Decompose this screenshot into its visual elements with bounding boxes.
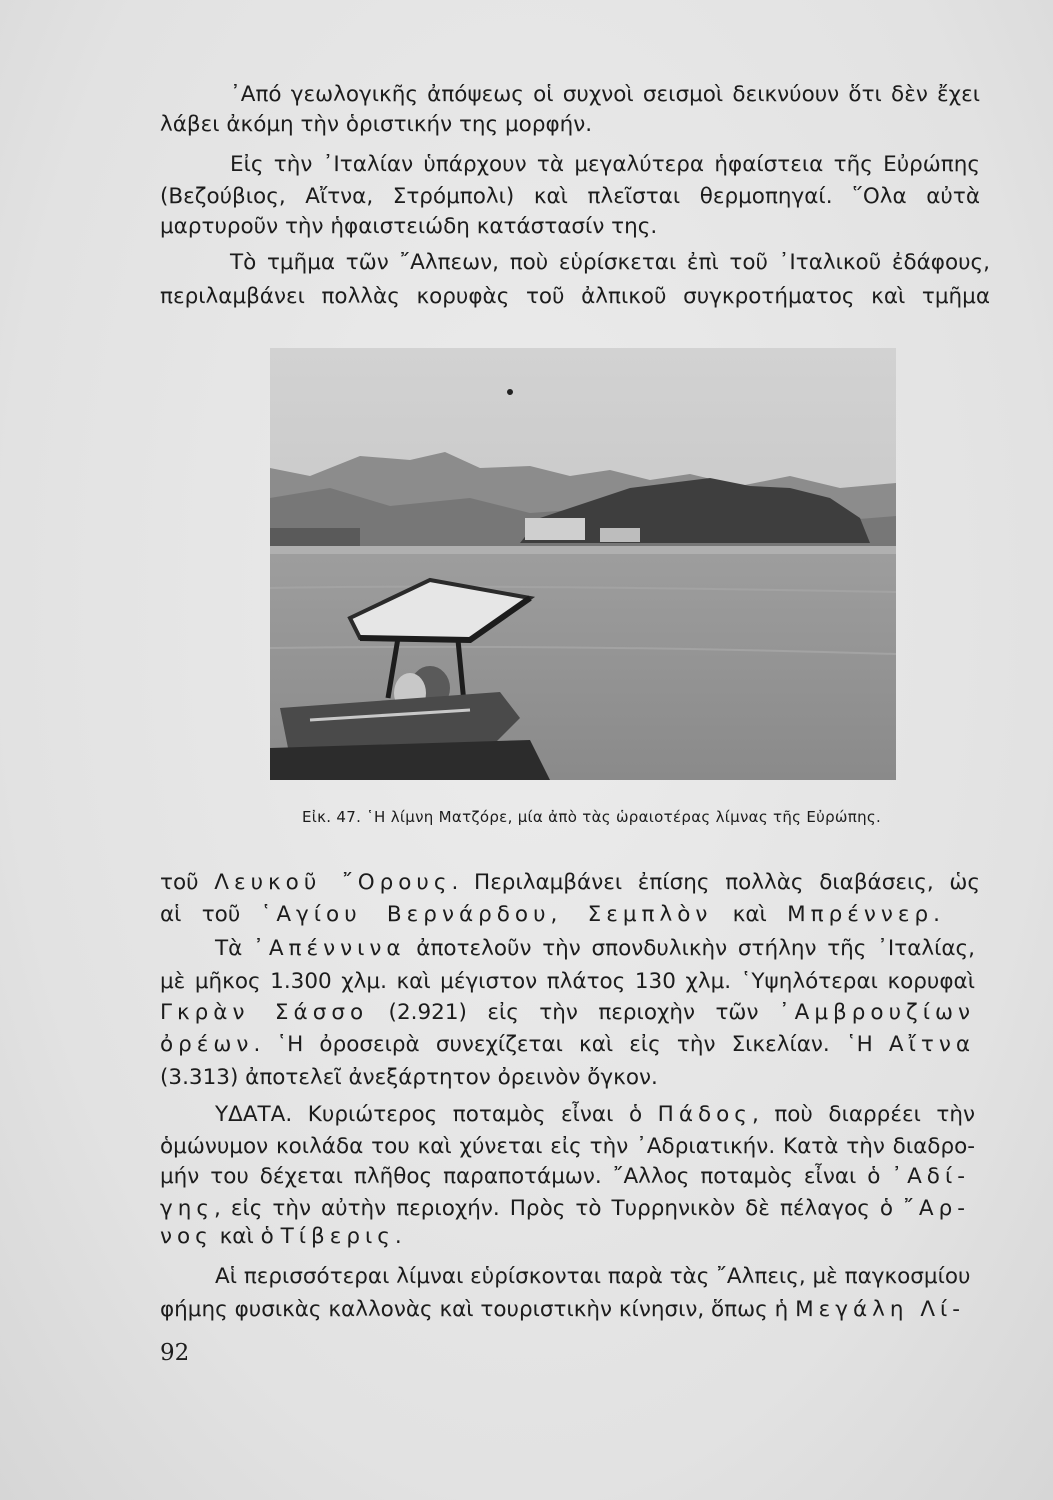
text-line: αἱ τοῦ ῾Αγίου Βερνάρδου, Σεμπλὸν καὶ Μπρέννερ. (160, 902, 940, 927)
text-line: περιλαμβάνει πολλὰς κορυφὰς τοῦ ἀλπικοῦ συγκροτήματος καὶ τμῆμα (160, 284, 990, 309)
lake-photograph (270, 348, 896, 780)
lake-photo-illustration (270, 348, 896, 780)
text-line: φήμης φυσικὰς καλλονὰς καὶ τουριστικὴν κίνησιν, ὅπως ἡ Μεγάλη Λί- (160, 1297, 966, 1322)
text-line: Αἱ περισσότεραι λίμναι εὑρίσκονται παρὰ τὰς ῎Αλπεις, μὲ παγκοσμίου (215, 1264, 971, 1289)
text-line: Τὰ ᾿Απέννινα ἀποτελοῦν τὴν σπονδυλικὴν στήλην τῆς ᾿Ιταλίας, (215, 936, 976, 961)
figure-caption: Εἰκ. 47. ῾Η λίμνη Ματζόρε, μία ἀπὸ τὰς ὡραιοτέρας λίμνας τῆς Εὐρώπης. (302, 808, 882, 826)
text-line: Γκρὰν Σάσσο (2.921) εἰς τὴν περιοχὴν τῶν ᾿Αμβρουζίων (160, 1000, 975, 1025)
text-line: μὲ μῆκος 1.300 χλμ. καὶ μέγιστον πλάτος 130 χλμ. ῾Υψηλότεραι κορυφαὶ (160, 969, 975, 994)
text-line: μαρτυροῦν τὴν ἡφαιστειώδη κατάστασίν της. (160, 214, 658, 239)
text-line: (3.313) ἀποτελεῖ ἀνεξάρτητον ὀρεινὸν ὄγκον. (160, 1065, 658, 1090)
text-line: ὁμώνυμον κοιλάδα του καὶ χύνεται εἰς τὴν ᾿Αδριατικήν. Κατὰ τὴν διαδρο- (160, 1134, 975, 1159)
text-line: λάβει ἀκόμη τὴν ὁριστικήν της μορφήν. (160, 112, 593, 137)
text-line: ΥΔΑΤΑ. Κυριώτερος ποταμὸς εἶναι ὁ Πάδος, ποὺ διαρρέει τὴν (215, 1102, 975, 1127)
text-line: Τὸ τμῆμα τῶν ῎Αλπεων, ποὺ εὑρίσκεται ἐπὶ τοῦ ᾿Ιταλικοῦ ἐδάφους, (230, 250, 990, 275)
text-line: Εἰς τὴν ᾿Ιταλίαν ὑπάρχουν τὰ μεγαλύτερα ἡφαίστεια τῆς Εὐρώπης (230, 152, 980, 177)
text-line: ᾿Από γεωλογικῆς ἀπόψεως οἱ συχνοὶ σεισμοὶ δεικνύουν ὅτι δὲν ἔχει (230, 82, 980, 107)
text-line: νος καὶ ὁ Τίβερις. (160, 1224, 402, 1249)
text-line: μήν του δέχεται πλῆθος παραποτάμων. ῎Αλλος ποταμὸς εἶναι ὁ ᾿Αδί- (160, 1164, 970, 1189)
text-line: τοῦ Λευκοῦ ῎Ορους. Περιλαμβάνει ἐπίσης πολλὰς διαβάσεις, ὡς (160, 870, 981, 895)
text-line: (Βεζούβιος, Αἴτνα, Στρόμπολι) καὶ πλεῖσται θερμοπηγαί. ῞Ολα αὐτὰ (160, 184, 980, 209)
page-number: 92 (160, 1340, 190, 1366)
text-line: ὀρέων. ῾Η ὀροσειρὰ συνεχίζεται καὶ εἰς τὴν Σικελίαν. ῾Η Αἴτνα (160, 1032, 975, 1057)
text-line: γης, εἰς τὴν αὐτὴν περιοχήν. Πρὸς τὸ Τυρρηνικὸν δὲ πέλαγος ὁ ῎Αρ- (160, 1196, 970, 1221)
